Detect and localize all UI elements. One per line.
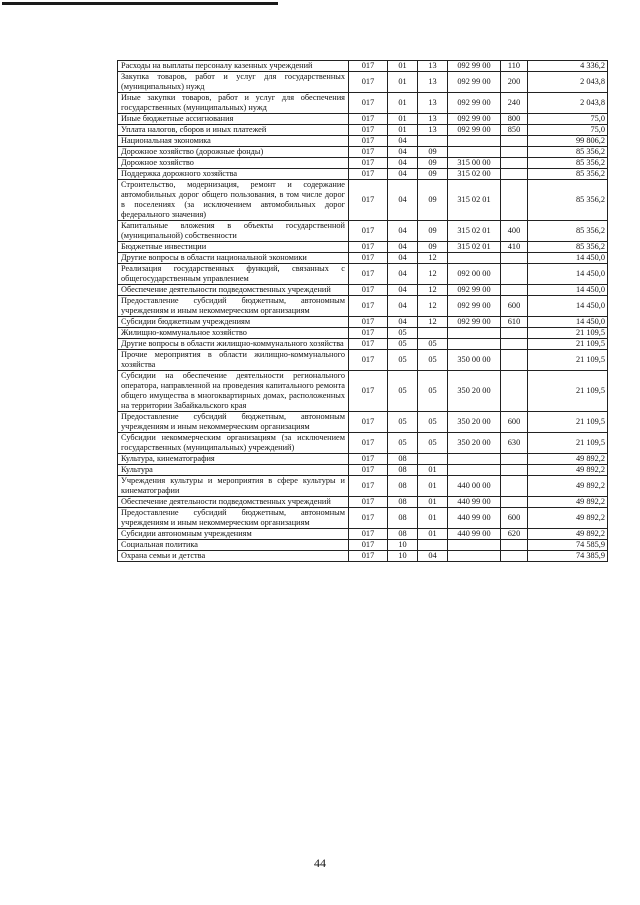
table-row [118, 412, 608, 433]
row-amount: 75,0 [528, 125, 608, 136]
row-section-code: 04 [388, 264, 418, 285]
row-target-code: 315 02 01 [448, 221, 501, 242]
row-name: Предоставление субсидий бюджетным, автономным учреждениям и иным некоммерческим организациям [118, 412, 349, 433]
row-target-code: 315 02 01 [448, 180, 501, 221]
row-section-code: 04 [388, 158, 418, 169]
row-section-code: 05 [388, 412, 418, 433]
row-amount: 49 892,2 [528, 476, 608, 497]
table-row [118, 433, 608, 454]
row-expense-type-code [501, 264, 528, 285]
row-expense-type-code: 410 [501, 242, 528, 253]
row-expense-type-code: 610 [501, 317, 528, 328]
row-section-code: 08 [388, 476, 418, 497]
table-row [118, 285, 608, 296]
table-row [118, 454, 608, 465]
row-subsection-code: 13 [418, 61, 448, 72]
row-expense-type-code [501, 328, 528, 339]
row-expense-type-code [501, 147, 528, 158]
scan-edge-mark [2, 2, 278, 5]
row-subsection-code: 13 [418, 72, 448, 93]
table-row [118, 147, 608, 158]
table-row [118, 169, 608, 180]
row-target-code: 092 99 00 [448, 93, 501, 114]
table-row [118, 339, 608, 350]
row-target-code: 350 20 00 [448, 433, 501, 454]
row-subsection-code: 13 [418, 125, 448, 136]
row-target-code [448, 540, 501, 551]
row-amount: 74 585,9 [528, 540, 608, 551]
row-name: Субсидии автономным учреждениям [118, 529, 349, 540]
table-row [118, 158, 608, 169]
row-ved-code: 017 [349, 350, 388, 371]
row-subsection-code: 05 [418, 371, 448, 412]
row-expense-type-code: 630 [501, 433, 528, 454]
row-expense-type-code [501, 339, 528, 350]
row-expense-type-code [501, 454, 528, 465]
row-expense-type-code [501, 180, 528, 221]
row-name: Субсидии бюджетным учреждениям [118, 317, 349, 328]
row-ved-code: 017 [349, 93, 388, 114]
row-subsection-code: 01 [418, 465, 448, 476]
row-subsection-code: 01 [418, 476, 448, 497]
row-expense-type-code [501, 540, 528, 551]
row-amount: 75,0 [528, 114, 608, 125]
row-section-code: 05 [388, 433, 418, 454]
row-subsection-code: 01 [418, 497, 448, 508]
row-section-code: 04 [388, 136, 418, 147]
budget-table-body [118, 61, 608, 562]
row-subsection-code: 12 [418, 296, 448, 317]
row-target-code: 350 20 00 [448, 371, 501, 412]
row-amount: 85 356,2 [528, 169, 608, 180]
row-ved-code: 017 [349, 551, 388, 562]
row-expense-type-code: 620 [501, 529, 528, 540]
row-amount: 4 336,2 [528, 61, 608, 72]
row-amount: 21 109,5 [528, 339, 608, 350]
row-ved-code: 017 [349, 158, 388, 169]
row-name: Прочие мероприятия в области жилищно-коммунального хозяйства [118, 350, 349, 371]
row-target-code: 092 99 00 [448, 125, 501, 136]
table-row [118, 93, 608, 114]
row-subsection-code: 05 [418, 339, 448, 350]
row-name: Иные бюджетные ассигнования [118, 114, 349, 125]
budget-table [117, 60, 608, 562]
row-amount: 14 450,0 [528, 253, 608, 264]
row-ved-code: 017 [349, 454, 388, 465]
row-ved-code: 017 [349, 72, 388, 93]
table-row [118, 328, 608, 339]
row-subsection-code: 04 [418, 551, 448, 562]
row-amount: 21 109,5 [528, 371, 608, 412]
row-subsection-code: 09 [418, 221, 448, 242]
row-subsection-code: 05 [418, 433, 448, 454]
row-amount: 49 892,2 [528, 454, 608, 465]
row-target-code [448, 454, 501, 465]
row-subsection-code: 01 [418, 508, 448, 529]
row-target-code [448, 339, 501, 350]
row-ved-code: 017 [349, 242, 388, 253]
row-subsection-code: 09 [418, 180, 448, 221]
table-row [118, 180, 608, 221]
row-section-code: 08 [388, 508, 418, 529]
row-subsection-code: 12 [418, 253, 448, 264]
row-subsection-code: 01 [418, 529, 448, 540]
row-name: Обеспечение деятельности подведомственных учреждений [118, 285, 349, 296]
row-amount: 49 892,2 [528, 465, 608, 476]
row-target-code: 350 20 00 [448, 412, 501, 433]
row-target-code: 315 00 00 [448, 158, 501, 169]
row-section-code: 05 [388, 350, 418, 371]
table-row [118, 529, 608, 540]
row-name: Культура [118, 465, 349, 476]
row-name: Социальная политика [118, 540, 349, 551]
row-name: Дорожное хозяйство [118, 158, 349, 169]
row-target-code [448, 253, 501, 264]
row-section-code: 04 [388, 147, 418, 158]
row-ved-code: 017 [349, 114, 388, 125]
row-ved-code: 017 [349, 125, 388, 136]
table-row [118, 296, 608, 317]
row-name: Обеспечение деятельности подведомственных учреждений [118, 497, 349, 508]
row-target-code: 092 99 00 [448, 285, 501, 296]
table-row [118, 497, 608, 508]
row-ved-code: 017 [349, 169, 388, 180]
row-expense-type-code: 850 [501, 125, 528, 136]
row-section-code: 05 [388, 328, 418, 339]
row-ved-code: 017 [349, 412, 388, 433]
row-ved-code: 017 [349, 296, 388, 317]
row-subsection-code [418, 328, 448, 339]
row-target-code: 092 00 00 [448, 264, 501, 285]
row-ved-code: 017 [349, 540, 388, 551]
row-expense-type-code [501, 350, 528, 371]
row-section-code: 04 [388, 221, 418, 242]
row-amount: 49 892,2 [528, 508, 608, 529]
row-amount: 85 356,2 [528, 221, 608, 242]
row-name: Субсидии на обеспечение деятельности регионального оператора, направленной на проведения капитального ремонта общего имущества в многоквартирных домах, расположенных на территории Забайкальского края [118, 371, 349, 412]
row-subsection-code [418, 136, 448, 147]
row-expense-type-code: 800 [501, 114, 528, 125]
row-expense-type-code [501, 371, 528, 412]
row-name: Культура, кинематография [118, 454, 349, 465]
row-subsection-code: 09 [418, 147, 448, 158]
row-name: Предоставление субсидий бюджетным, автономным учреждениям и иным некоммерческим организациям [118, 508, 349, 529]
row-amount: 49 892,2 [528, 529, 608, 540]
row-expense-type-code: 600 [501, 412, 528, 433]
row-name: Охрана семьи и детства [118, 551, 349, 562]
row-expense-type-code: 200 [501, 72, 528, 93]
row-ved-code: 017 [349, 465, 388, 476]
row-ved-code: 017 [349, 147, 388, 158]
row-amount: 85 356,2 [528, 242, 608, 253]
row-subsection-code: 05 [418, 350, 448, 371]
table-row [118, 114, 608, 125]
row-amount: 14 450,0 [528, 317, 608, 328]
row-expense-type-code [501, 465, 528, 476]
row-target-code: 092 99 00 [448, 317, 501, 328]
row-subsection-code: 12 [418, 317, 448, 328]
row-ved-code: 017 [349, 180, 388, 221]
row-target-code: 350 00 00 [448, 350, 501, 371]
row-name: Капитальные вложения в объекты государственной (муниципальной) собственности [118, 221, 349, 242]
row-ved-code: 017 [349, 253, 388, 264]
row-target-code: 092 99 00 [448, 114, 501, 125]
table-row [118, 242, 608, 253]
row-ved-code: 017 [349, 508, 388, 529]
row-ved-code: 017 [349, 529, 388, 540]
row-name: Учреждения культуры и мероприятия в сфере культуры и кинематографии [118, 476, 349, 497]
row-name: Поддержка дорожного хозяйства [118, 169, 349, 180]
row-name: Субсидии некоммерческим организациям (за исключением государственных (муниципальных) учреждений) [118, 433, 349, 454]
row-subsection-code [418, 454, 448, 465]
row-target-code: 440 99 00 [448, 508, 501, 529]
row-target-code: 092 99 00 [448, 61, 501, 72]
row-ved-code: 017 [349, 497, 388, 508]
table-row [118, 476, 608, 497]
row-target-code [448, 465, 501, 476]
row-name: Национальная экономика [118, 136, 349, 147]
row-expense-type-code [501, 476, 528, 497]
table-row [118, 264, 608, 285]
row-ved-code: 017 [349, 371, 388, 412]
row-ved-code: 017 [349, 61, 388, 72]
row-section-code: 01 [388, 114, 418, 125]
row-amount: 2 043,8 [528, 72, 608, 93]
row-amount: 21 109,5 [528, 433, 608, 454]
row-ved-code: 017 [349, 136, 388, 147]
row-ved-code: 017 [349, 476, 388, 497]
row-subsection-code: 12 [418, 285, 448, 296]
row-expense-type-code [501, 136, 528, 147]
row-target-code: 092 99 00 [448, 296, 501, 317]
row-name: Закупка товаров, работ и услуг для государственных (муниципальных) нужд [118, 72, 349, 93]
row-amount: 99 806,2 [528, 136, 608, 147]
table-row [118, 221, 608, 242]
row-subsection-code: 09 [418, 158, 448, 169]
row-target-code: 092 99 00 [448, 72, 501, 93]
row-section-code: 10 [388, 551, 418, 562]
row-subsection-code [418, 540, 448, 551]
table-row [118, 253, 608, 264]
row-target-code: 440 00 00 [448, 476, 501, 497]
row-subsection-code: 13 [418, 93, 448, 114]
row-section-code: 01 [388, 125, 418, 136]
row-expense-type-code: 110 [501, 61, 528, 72]
row-target-code: 440 99 00 [448, 497, 501, 508]
row-target-code [448, 136, 501, 147]
row-expense-type-code [501, 253, 528, 264]
row-target-code [448, 328, 501, 339]
row-section-code: 08 [388, 529, 418, 540]
row-ved-code: 017 [349, 328, 388, 339]
table-row [118, 125, 608, 136]
row-section-code: 04 [388, 285, 418, 296]
row-section-code: 10 [388, 540, 418, 551]
row-amount: 14 450,0 [528, 264, 608, 285]
row-target-code [448, 147, 501, 158]
row-name: Реализация государственных функций, связанных с общегосударственным управлением [118, 264, 349, 285]
table-row [118, 136, 608, 147]
row-section-code: 04 [388, 180, 418, 221]
row-name: Другие вопросы в области жилищно-коммунального хозяйства [118, 339, 349, 350]
row-expense-type-code [501, 551, 528, 562]
row-subsection-code: 09 [418, 169, 448, 180]
row-amount: 2 043,8 [528, 93, 608, 114]
row-expense-type-code: 600 [501, 508, 528, 529]
row-section-code: 05 [388, 371, 418, 412]
row-name: Жилищно-коммунальное хозяйство [118, 328, 349, 339]
row-amount: 85 356,2 [528, 158, 608, 169]
row-section-code: 01 [388, 72, 418, 93]
row-amount: 49 892,2 [528, 497, 608, 508]
row-expense-type-code: 600 [501, 296, 528, 317]
table-row [118, 465, 608, 476]
row-name: Иные закупки товаров, работ и услуг для обеспечения государственных (муниципальных) нужд [118, 93, 349, 114]
row-name: Бюджетные инвестиции [118, 242, 349, 253]
row-section-code: 04 [388, 296, 418, 317]
row-amount: 21 109,5 [528, 328, 608, 339]
row-amount: 85 356,2 [528, 180, 608, 221]
row-amount: 21 109,5 [528, 412, 608, 433]
row-name: Другие вопросы в области национальной экономики [118, 253, 349, 264]
table-row [118, 350, 608, 371]
row-subsection-code: 09 [418, 242, 448, 253]
row-amount: 14 450,0 [528, 296, 608, 317]
row-ved-code: 017 [349, 264, 388, 285]
table-row [118, 317, 608, 328]
row-name: Предоставление субсидий бюджетным, автономным учреждениям и иным некоммерческим организациям [118, 296, 349, 317]
row-target-code: 315 02 01 [448, 242, 501, 253]
row-ved-code: 017 [349, 339, 388, 350]
row-section-code: 04 [388, 253, 418, 264]
table-row [118, 540, 608, 551]
row-target-code: 315 02 00 [448, 169, 501, 180]
row-section-code: 08 [388, 497, 418, 508]
row-section-code: 01 [388, 93, 418, 114]
table-row [118, 61, 608, 72]
row-name: Расходы на выплаты персоналу казенных учреждений [118, 61, 349, 72]
row-target-code [448, 551, 501, 562]
row-section-code: 01 [388, 61, 418, 72]
row-expense-type-code [501, 158, 528, 169]
row-name: Строительство, модернизация, ремонт и содержание автомобильных дорог общего пользования, в том числе дорог в поселениях (за исключением автомобильных дорог федерального значения) [118, 180, 349, 221]
row-subsection-code: 12 [418, 264, 448, 285]
row-section-code: 08 [388, 465, 418, 476]
table-row [118, 72, 608, 93]
row-ved-code: 017 [349, 317, 388, 328]
row-expense-type-code [501, 285, 528, 296]
row-subsection-code: 05 [418, 412, 448, 433]
row-amount: 21 109,5 [528, 350, 608, 371]
row-amount: 74 385,9 [528, 551, 608, 562]
row-ved-code: 017 [349, 433, 388, 454]
row-ved-code: 017 [349, 221, 388, 242]
row-expense-type-code: 240 [501, 93, 528, 114]
row-section-code: 04 [388, 242, 418, 253]
table-row [118, 551, 608, 562]
row-name: Дорожное хозяйство (дорожные фонды) [118, 147, 349, 158]
row-amount: 85 356,2 [528, 147, 608, 158]
row-ved-code: 017 [349, 285, 388, 296]
row-section-code: 04 [388, 169, 418, 180]
row-expense-type-code [501, 497, 528, 508]
page-number: 44 [314, 856, 326, 870]
row-subsection-code: 13 [418, 114, 448, 125]
row-target-code: 440 99 00 [448, 529, 501, 540]
row-section-code: 05 [388, 339, 418, 350]
row-section-code: 04 [388, 317, 418, 328]
row-amount: 14 450,0 [528, 285, 608, 296]
row-section-code: 08 [388, 454, 418, 465]
row-expense-type-code: 400 [501, 221, 528, 242]
table-row [118, 508, 608, 529]
row-expense-type-code [501, 169, 528, 180]
row-name: Уплата налогов, сборов и иных платежей [118, 125, 349, 136]
table-row [118, 371, 608, 412]
